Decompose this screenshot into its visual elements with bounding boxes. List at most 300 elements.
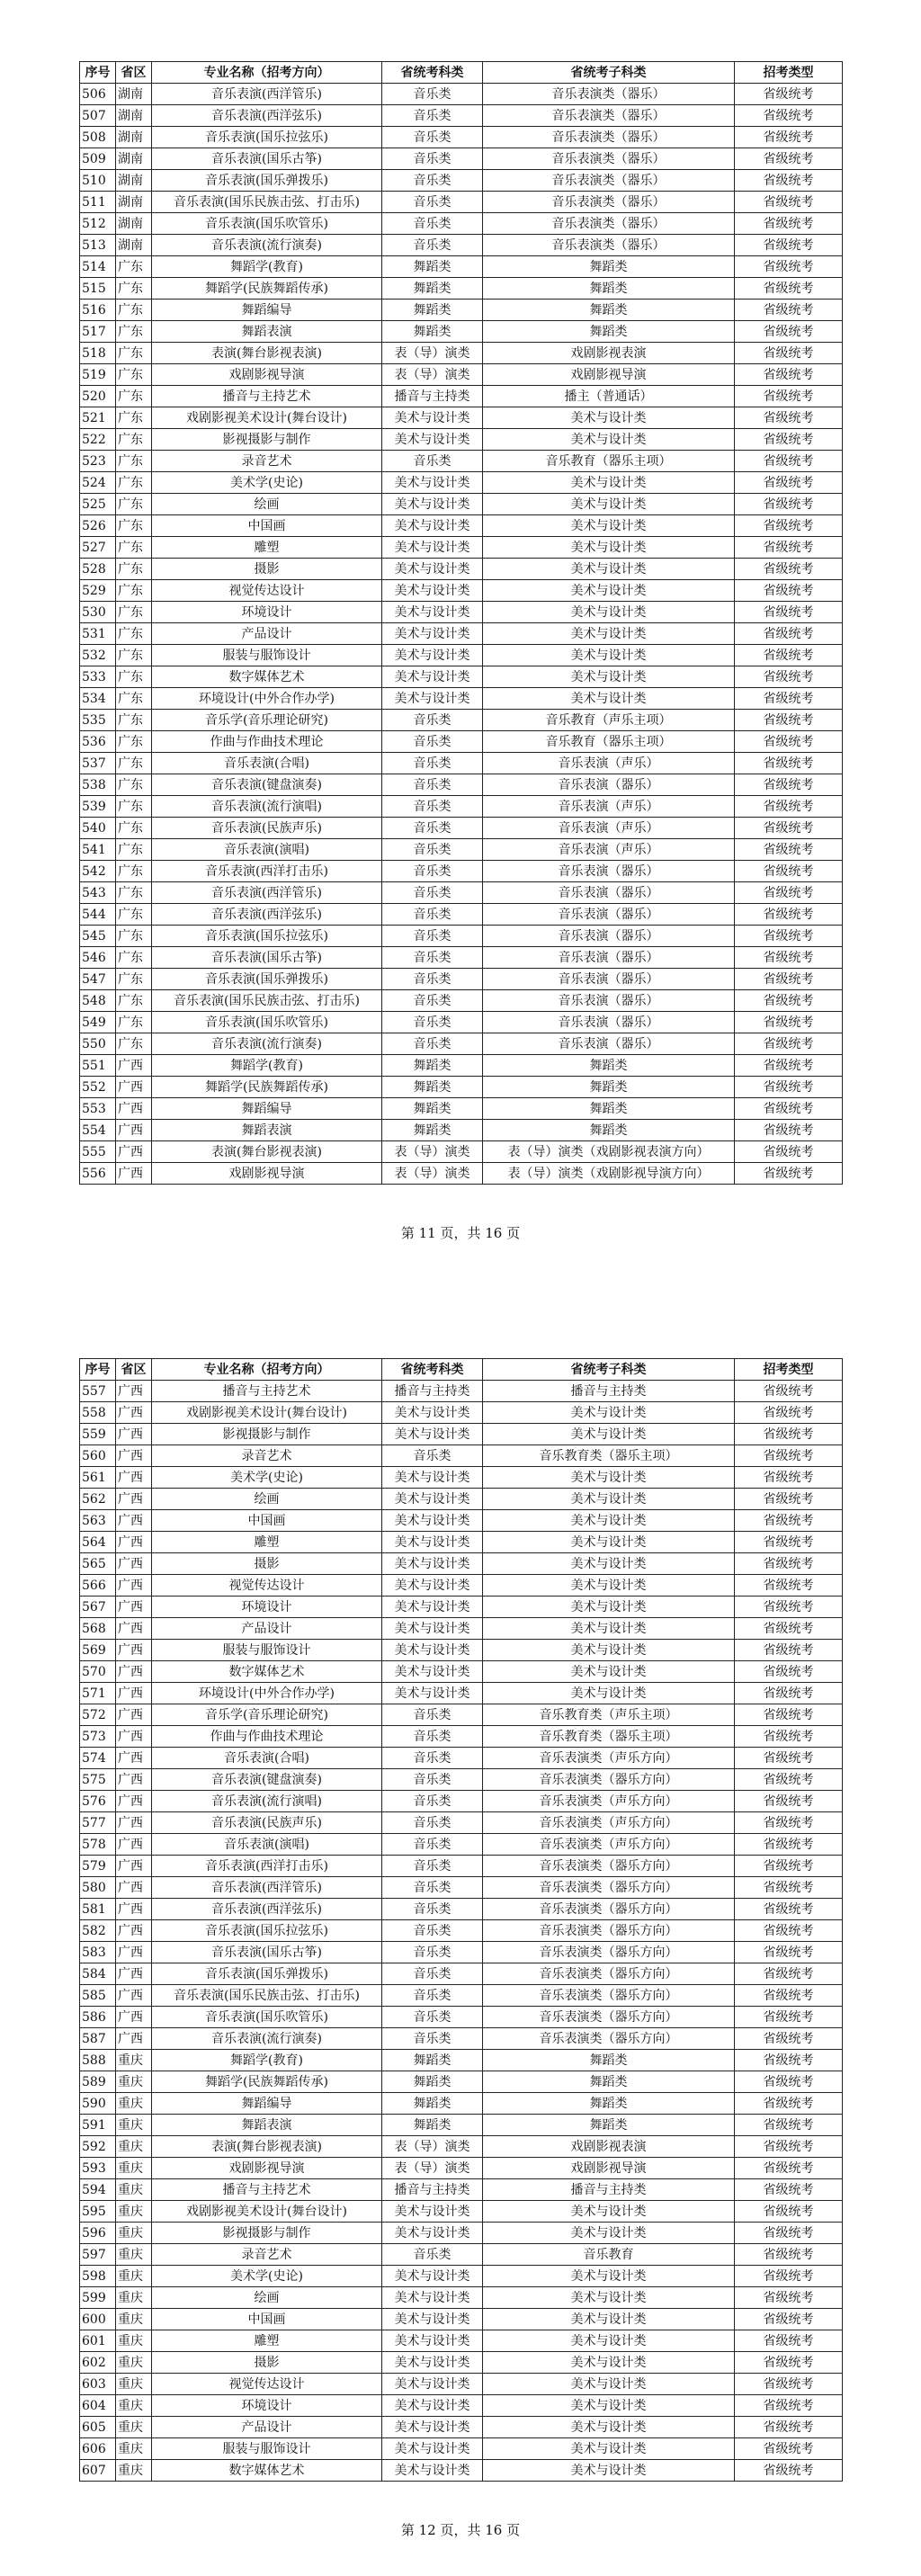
cell-province: 广东 bbox=[116, 472, 152, 494]
table-row bbox=[80, 2374, 843, 2395]
cell-province: 广东 bbox=[116, 1033, 152, 1055]
cell-exam-type: 省级统考 bbox=[735, 1899, 843, 1920]
table-row bbox=[80, 645, 843, 666]
cell-seq: 522 bbox=[80, 429, 116, 451]
table-row bbox=[80, 1012, 843, 1033]
cell-exam-type: 省级统考 bbox=[735, 2460, 843, 2482]
cell-major: 戏剧影视导演 bbox=[152, 2158, 382, 2179]
cell-exam-type: 省级统考 bbox=[735, 969, 843, 990]
cell-province: 广东 bbox=[116, 559, 152, 580]
cell-subcategory: 音乐表演类（器乐方向） bbox=[483, 1877, 735, 1899]
table-row bbox=[80, 1920, 843, 1942]
cell-major: 戏剧影视美术设计(舞台设计) bbox=[152, 2201, 382, 2223]
table-row bbox=[80, 796, 843, 818]
cell-major: 产品设计 bbox=[152, 623, 382, 645]
cell-province: 广东 bbox=[116, 1012, 152, 1033]
cell-exam-type: 省级统考 bbox=[735, 1163, 843, 1185]
cell-major: 舞蹈学(民族舞蹈传承) bbox=[152, 2071, 382, 2093]
cell-category: 音乐类 bbox=[382, 926, 483, 947]
table-row bbox=[80, 2309, 843, 2330]
table-row bbox=[80, 666, 843, 688]
cell-category: 音乐类 bbox=[382, 105, 483, 127]
table-row bbox=[80, 1704, 843, 1726]
table-row bbox=[80, 1098, 843, 1120]
cell-province: 重庆 bbox=[116, 2330, 152, 2352]
cell-exam-type: 省级统考 bbox=[735, 2352, 843, 2374]
cell-category: 美术与设计类 bbox=[382, 645, 483, 666]
cell-major: 作曲与作曲技术理论 bbox=[152, 731, 382, 753]
cell-exam-type: 省级统考 bbox=[735, 2374, 843, 2395]
cell-province: 重庆 bbox=[116, 2244, 152, 2266]
cell-province: 广西 bbox=[116, 2028, 152, 2050]
cell-exam-type: 省级统考 bbox=[735, 882, 843, 904]
cell-seq: 577 bbox=[80, 1812, 116, 1834]
cell-exam-type: 省级统考 bbox=[735, 2050, 843, 2071]
cell-province: 广东 bbox=[116, 666, 152, 688]
cell-major: 音乐表演(国乐民族击弦、打击乐) bbox=[152, 1985, 382, 2007]
cell-province: 广西 bbox=[116, 1489, 152, 1510]
cell-category: 音乐类 bbox=[382, 731, 483, 753]
table-row bbox=[80, 2050, 843, 2071]
cell-subcategory: 舞蹈类 bbox=[483, 1055, 735, 1077]
cell-province: 广西 bbox=[116, 1661, 152, 1683]
cell-subcategory: 美术与设计类 bbox=[483, 602, 735, 623]
cell-province: 广西 bbox=[116, 1445, 152, 1467]
cell-exam-type: 省级统考 bbox=[735, 1510, 843, 1532]
cell-province: 广西 bbox=[116, 1141, 152, 1163]
cell-category: 美术与设计类 bbox=[382, 1597, 483, 1618]
cell-seq: 584 bbox=[80, 1963, 116, 1985]
cell-subcategory: 美术与设计类 bbox=[483, 494, 735, 515]
cell-seq: 527 bbox=[80, 537, 116, 559]
cell-province: 广东 bbox=[116, 256, 152, 278]
cell-seq: 543 bbox=[80, 882, 116, 904]
table-row bbox=[80, 2158, 843, 2179]
cell-category: 舞蹈类 bbox=[382, 1055, 483, 1077]
cell-seq: 588 bbox=[80, 2050, 116, 2071]
cell-exam-type: 省级统考 bbox=[735, 2179, 843, 2201]
cell-seq: 530 bbox=[80, 602, 116, 623]
cell-seq: 512 bbox=[80, 213, 116, 235]
cell-major: 音乐学(音乐理论研究) bbox=[152, 710, 382, 731]
cell-major: 雕塑 bbox=[152, 537, 382, 559]
cell-exam-type: 省级统考 bbox=[735, 602, 843, 623]
cell-seq: 557 bbox=[80, 1381, 116, 1402]
cell-category: 音乐类 bbox=[382, 1985, 483, 2007]
cell-category: 音乐类 bbox=[382, 710, 483, 731]
header-exam-type: 招考类型 bbox=[735, 62, 843, 84]
cell-subcategory: 美术与设计类 bbox=[483, 2395, 735, 2417]
cell-exam-type: 省级统考 bbox=[735, 926, 843, 947]
cell-exam-type: 省级统考 bbox=[735, 235, 843, 256]
cell-seq: 569 bbox=[80, 1640, 116, 1661]
admissions-table-page-12 bbox=[79, 1358, 842, 2482]
cell-category: 表（导）演类 bbox=[382, 2136, 483, 2158]
cell-category: 音乐类 bbox=[382, 170, 483, 192]
table-row bbox=[80, 1661, 843, 1683]
cell-seq: 508 bbox=[80, 127, 116, 148]
cell-category: 表（导）演类 bbox=[382, 343, 483, 364]
cell-seq: 582 bbox=[80, 1920, 116, 1942]
table-row bbox=[80, 580, 843, 602]
cell-province: 广东 bbox=[116, 947, 152, 969]
header-seq: 序号 bbox=[80, 1359, 116, 1381]
table-row bbox=[80, 1769, 843, 1791]
cell-seq: 568 bbox=[80, 1618, 116, 1640]
cell-province: 重庆 bbox=[116, 2374, 152, 2395]
table-row bbox=[80, 688, 843, 710]
cell-subcategory: 音乐教育类（器乐主项） bbox=[483, 1726, 735, 1748]
table-row bbox=[80, 882, 843, 904]
cell-exam-type: 省级统考 bbox=[735, 710, 843, 731]
cell-province: 湖南 bbox=[116, 148, 152, 170]
cell-subcategory: 音乐表演类（器乐） bbox=[483, 192, 735, 213]
cell-subcategory: 音乐表演（声乐） bbox=[483, 818, 735, 839]
cell-major: 音乐表演(国乐拉弦乐) bbox=[152, 127, 382, 148]
table-row bbox=[80, 1618, 843, 1640]
cell-subcategory: 音乐教育类（声乐主项） bbox=[483, 1704, 735, 1726]
cell-category: 音乐类 bbox=[382, 2007, 483, 2028]
cell-subcategory: 播音与主持类 bbox=[483, 2179, 735, 2201]
cell-subcategory: 美术与设计类 bbox=[483, 2417, 735, 2438]
cell-province: 重庆 bbox=[116, 2266, 152, 2287]
cell-category: 舞蹈类 bbox=[382, 256, 483, 278]
cell-subcategory: 音乐表演类（声乐方向） bbox=[483, 1812, 735, 1834]
table-row bbox=[80, 515, 843, 537]
cell-seq: 529 bbox=[80, 580, 116, 602]
cell-category: 美术与设计类 bbox=[382, 580, 483, 602]
table-row bbox=[80, 1812, 843, 1834]
cell-province: 广东 bbox=[116, 364, 152, 386]
cell-seq: 549 bbox=[80, 1012, 116, 1033]
cell-exam-type: 省级统考 bbox=[735, 2287, 843, 2309]
cell-major: 音乐表演(国乐民族击弦、打击乐) bbox=[152, 192, 382, 213]
cell-seq: 556 bbox=[80, 1163, 116, 1185]
cell-major: 音乐表演(国乐拉弦乐) bbox=[152, 926, 382, 947]
cell-seq: 521 bbox=[80, 407, 116, 429]
cell-seq: 585 bbox=[80, 1985, 116, 2007]
cell-subcategory: 美术与设计类 bbox=[483, 1467, 735, 1489]
cell-seq: 562 bbox=[80, 1489, 116, 1510]
cell-major: 音乐表演(流行演奏) bbox=[152, 2028, 382, 2050]
table-row bbox=[80, 1402, 843, 1424]
header-seq: 序号 bbox=[80, 62, 116, 84]
cell-seq: 523 bbox=[80, 451, 116, 472]
cell-exam-type: 省级统考 bbox=[735, 623, 843, 645]
cell-exam-type: 省级统考 bbox=[735, 904, 843, 926]
cell-exam-type: 省级统考 bbox=[735, 861, 843, 882]
cell-major: 服装与服饰设计 bbox=[152, 1640, 382, 1661]
cell-exam-type: 省级统考 bbox=[735, 300, 843, 321]
cell-exam-type: 省级统考 bbox=[735, 1683, 843, 1704]
cell-subcategory: 戏剧影视导演 bbox=[483, 2158, 735, 2179]
admissions-table bbox=[79, 61, 843, 1185]
cell-province: 广东 bbox=[116, 688, 152, 710]
table-row bbox=[80, 710, 843, 731]
table-row bbox=[80, 321, 843, 343]
cell-category: 音乐类 bbox=[382, 818, 483, 839]
cell-major: 美术学(史论) bbox=[152, 1467, 382, 1489]
cell-province: 广西 bbox=[116, 1597, 152, 1618]
cell-exam-type: 省级统考 bbox=[735, 1769, 843, 1791]
cell-major: 舞蹈编导 bbox=[152, 1098, 382, 1120]
cell-major: 音乐表演(西洋弦乐) bbox=[152, 904, 382, 926]
table-row bbox=[80, 602, 843, 623]
cell-major: 舞蹈表演 bbox=[152, 321, 382, 343]
cell-category: 美术与设计类 bbox=[382, 2438, 483, 2460]
cell-seq: 596 bbox=[80, 2223, 116, 2244]
cell-province: 广西 bbox=[116, 1163, 152, 1185]
cell-major: 舞蹈学(民族舞蹈传承) bbox=[152, 1077, 382, 1098]
cell-province: 广东 bbox=[116, 731, 152, 753]
table-row bbox=[80, 1445, 843, 1467]
cell-major: 摄影 bbox=[152, 1553, 382, 1575]
cell-subcategory: 音乐教育类（器乐主项） bbox=[483, 1445, 735, 1467]
cell-subcategory: 美术与设计类 bbox=[483, 537, 735, 559]
table-row bbox=[80, 1424, 843, 1445]
table-row bbox=[80, 861, 843, 882]
cell-province: 广东 bbox=[116, 580, 152, 602]
header-exam-type: 招考类型 bbox=[735, 1359, 843, 1381]
cell-category: 美术与设计类 bbox=[382, 1618, 483, 1640]
cell-subcategory: 音乐表演类（器乐方向） bbox=[483, 1985, 735, 2007]
cell-major: 音乐表演(流行演奏) bbox=[152, 235, 382, 256]
cell-category: 美术与设计类 bbox=[382, 2201, 483, 2223]
cell-province: 广东 bbox=[116, 882, 152, 904]
cell-province: 广东 bbox=[116, 861, 152, 882]
table-row bbox=[80, 1553, 843, 1575]
cell-category: 舞蹈类 bbox=[382, 300, 483, 321]
cell-exam-type: 省级统考 bbox=[735, 386, 843, 407]
cell-exam-type: 省级统考 bbox=[735, 278, 843, 300]
cell-subcategory: 音乐表演（声乐） bbox=[483, 839, 735, 861]
cell-province: 广西 bbox=[116, 1618, 152, 1640]
cell-subcategory: 舞蹈类 bbox=[483, 2050, 735, 2071]
table-row bbox=[80, 1683, 843, 1704]
cell-seq: 506 bbox=[80, 84, 116, 105]
cell-exam-type: 省级统考 bbox=[735, 1381, 843, 1402]
table-row bbox=[80, 753, 843, 774]
cell-exam-type: 省级统考 bbox=[735, 364, 843, 386]
table-row bbox=[80, 1640, 843, 1661]
cell-province: 广西 bbox=[116, 1985, 152, 2007]
cell-category: 音乐类 bbox=[382, 1899, 483, 1920]
table-row bbox=[80, 1856, 843, 1877]
cell-exam-type: 省级统考 bbox=[735, 688, 843, 710]
cell-exam-type: 省级统考 bbox=[735, 1120, 843, 1141]
table-row bbox=[80, 1467, 843, 1489]
cell-major: 音乐学(音乐理论研究) bbox=[152, 1704, 382, 1726]
table-row bbox=[80, 1120, 843, 1141]
cell-exam-type: 省级统考 bbox=[735, 192, 843, 213]
cell-exam-type: 省级统考 bbox=[735, 1812, 843, 1834]
cell-category: 美术与设计类 bbox=[382, 1553, 483, 1575]
cell-major: 产品设计 bbox=[152, 1618, 382, 1640]
cell-major: 绘画 bbox=[152, 494, 382, 515]
table-row bbox=[80, 1163, 843, 1185]
cell-province: 广东 bbox=[116, 515, 152, 537]
cell-major: 服装与服饰设计 bbox=[152, 2438, 382, 2460]
cell-major: 美术学(史论) bbox=[152, 472, 382, 494]
table-row bbox=[80, 2330, 843, 2352]
cell-subcategory: 音乐表演（器乐） bbox=[483, 861, 735, 882]
cell-exam-type: 省级统考 bbox=[735, 2266, 843, 2287]
table-row bbox=[80, 472, 843, 494]
cell-seq: 541 bbox=[80, 839, 116, 861]
cell-seq: 548 bbox=[80, 990, 116, 1012]
cell-exam-type: 省级统考 bbox=[735, 947, 843, 969]
cell-exam-type: 省级统考 bbox=[735, 2438, 843, 2460]
cell-province: 广西 bbox=[116, 1726, 152, 1748]
cell-seq: 601 bbox=[80, 2330, 116, 2352]
cell-exam-type: 省级统考 bbox=[735, 1553, 843, 1575]
cell-subcategory: 音乐表演类（声乐方向） bbox=[483, 1834, 735, 1856]
cell-province: 湖南 bbox=[116, 213, 152, 235]
cell-major: 表演(舞台影视表演) bbox=[152, 2136, 382, 2158]
cell-category: 音乐类 bbox=[382, 753, 483, 774]
cell-exam-type: 省级统考 bbox=[735, 774, 843, 796]
cell-province: 广西 bbox=[116, 1899, 152, 1920]
cell-major: 音乐表演(西洋管乐) bbox=[152, 84, 382, 105]
table-row bbox=[80, 105, 843, 127]
admissions-table bbox=[79, 1358, 843, 2482]
table-row bbox=[80, 1877, 843, 1899]
cell-subcategory: 音乐表演类（器乐方向） bbox=[483, 1899, 735, 1920]
cell-major: 音乐表演(国乐古筝) bbox=[152, 947, 382, 969]
cell-seq: 554 bbox=[80, 1120, 116, 1141]
cell-seq: 545 bbox=[80, 926, 116, 947]
cell-exam-type: 省级统考 bbox=[735, 1791, 843, 1812]
table-row bbox=[80, 623, 843, 645]
cell-exam-type: 省级统考 bbox=[735, 1963, 843, 1985]
table-header-row bbox=[80, 62, 843, 84]
cell-province: 广西 bbox=[116, 1769, 152, 1791]
table-row bbox=[80, 1985, 843, 2007]
cell-exam-type: 省级统考 bbox=[735, 515, 843, 537]
cell-province: 湖南 bbox=[116, 235, 152, 256]
table-row bbox=[80, 2287, 843, 2309]
cell-exam-type: 省级统考 bbox=[735, 170, 843, 192]
cell-exam-type: 省级统考 bbox=[735, 429, 843, 451]
cell-major: 环境设计(中外合作办学) bbox=[152, 1683, 382, 1704]
cell-province: 广西 bbox=[116, 1098, 152, 1120]
cell-subcategory: 舞蹈类 bbox=[483, 1120, 735, 1141]
cell-seq: 518 bbox=[80, 343, 116, 364]
cell-major: 音乐表演(合唱) bbox=[152, 753, 382, 774]
cell-exam-type: 省级统考 bbox=[735, 537, 843, 559]
cell-seq: 587 bbox=[80, 2028, 116, 2050]
cell-subcategory: 音乐表演（器乐） bbox=[483, 1012, 735, 1033]
cell-exam-type: 省级统考 bbox=[735, 2223, 843, 2244]
cell-subcategory: 音乐表演类（声乐方向） bbox=[483, 1791, 735, 1812]
cell-province: 重庆 bbox=[116, 2179, 152, 2201]
cell-subcategory: 舞蹈类 bbox=[483, 321, 735, 343]
cell-subcategory: 音乐教育（器乐主项） bbox=[483, 451, 735, 472]
cell-seq: 542 bbox=[80, 861, 116, 882]
table-row bbox=[80, 1942, 843, 1963]
cell-category: 音乐类 bbox=[382, 1769, 483, 1791]
table-row bbox=[80, 278, 843, 300]
table-row bbox=[80, 1575, 843, 1597]
cell-seq: 606 bbox=[80, 2438, 116, 2460]
cell-subcategory: 美术与设计类 bbox=[483, 1683, 735, 1704]
cell-subcategory: 美术与设计类 bbox=[483, 1575, 735, 1597]
cell-major: 戏剧影视美术设计(舞台设计) bbox=[152, 1402, 382, 1424]
cell-major: 中国画 bbox=[152, 2309, 382, 2330]
cell-major: 舞蹈学(教育) bbox=[152, 1055, 382, 1077]
cell-major: 录音艺术 bbox=[152, 451, 382, 472]
cell-major: 音乐表演(国乐吹管乐) bbox=[152, 1012, 382, 1033]
table-row bbox=[80, 407, 843, 429]
cell-subcategory: 美术与设计类 bbox=[483, 1640, 735, 1661]
cell-seq: 564 bbox=[80, 1532, 116, 1553]
cell-category: 美术与设计类 bbox=[382, 559, 483, 580]
cell-seq: 578 bbox=[80, 1834, 116, 1856]
cell-subcategory: 美术与设计类 bbox=[483, 1553, 735, 1575]
cell-seq: 524 bbox=[80, 472, 116, 494]
table-row bbox=[80, 2179, 843, 2201]
cell-category: 美术与设计类 bbox=[382, 602, 483, 623]
cell-exam-type: 省级统考 bbox=[735, 990, 843, 1012]
cell-seq: 517 bbox=[80, 321, 116, 343]
cell-province: 广东 bbox=[116, 774, 152, 796]
cell-major: 环境设计 bbox=[152, 1597, 382, 1618]
cell-category: 美术与设计类 bbox=[382, 472, 483, 494]
cell-category: 美术与设计类 bbox=[382, 407, 483, 429]
cell-seq: 575 bbox=[80, 1769, 116, 1791]
cell-subcategory: 音乐教育（声乐主项） bbox=[483, 710, 735, 731]
cell-exam-type: 省级统考 bbox=[735, 127, 843, 148]
table-row bbox=[80, 1055, 843, 1077]
cell-category: 播音与主持类 bbox=[382, 386, 483, 407]
cell-exam-type: 省级统考 bbox=[735, 1141, 843, 1163]
cell-category: 美术与设计类 bbox=[382, 2460, 483, 2482]
cell-province: 广东 bbox=[116, 926, 152, 947]
cell-province: 重庆 bbox=[116, 2223, 152, 2244]
cell-province: 广东 bbox=[116, 386, 152, 407]
cell-major: 影视摄影与制作 bbox=[152, 1424, 382, 1445]
cell-seq: 583 bbox=[80, 1942, 116, 1963]
cell-exam-type: 省级统考 bbox=[735, 1877, 843, 1899]
cell-subcategory: 舞蹈类 bbox=[483, 2071, 735, 2093]
cell-major: 影视摄影与制作 bbox=[152, 429, 382, 451]
cell-major: 音乐表演(西洋弦乐) bbox=[152, 105, 382, 127]
table-row bbox=[80, 1963, 843, 1985]
cell-subcategory: 美术与设计类 bbox=[483, 2438, 735, 2460]
cell-seq: 599 bbox=[80, 2287, 116, 2309]
cell-province: 湖南 bbox=[116, 84, 152, 105]
cell-exam-type: 省级统考 bbox=[735, 818, 843, 839]
cell-category: 美术与设计类 bbox=[382, 515, 483, 537]
cell-major: 音乐表演(合唱) bbox=[152, 1748, 382, 1769]
cell-major: 音乐表演(流行演唱) bbox=[152, 796, 382, 818]
cell-province: 广东 bbox=[116, 753, 152, 774]
cell-category: 音乐类 bbox=[382, 1812, 483, 1834]
table-row bbox=[80, 2093, 843, 2115]
table-row bbox=[80, 1899, 843, 1920]
cell-seq: 533 bbox=[80, 666, 116, 688]
cell-subcategory: 音乐表演类（器乐） bbox=[483, 170, 735, 192]
cell-subcategory: 美术与设计类 bbox=[483, 2352, 735, 2374]
cell-seq: 550 bbox=[80, 1033, 116, 1055]
cell-seq: 536 bbox=[80, 731, 116, 753]
cell-subcategory: 表（导）演类（戏剧影视导演方向） bbox=[483, 1163, 735, 1185]
cell-category: 音乐类 bbox=[382, 1012, 483, 1033]
cell-category: 音乐类 bbox=[382, 796, 483, 818]
cell-seq: 519 bbox=[80, 364, 116, 386]
cell-category: 美术与设计类 bbox=[382, 2395, 483, 2417]
cell-seq: 525 bbox=[80, 494, 116, 515]
